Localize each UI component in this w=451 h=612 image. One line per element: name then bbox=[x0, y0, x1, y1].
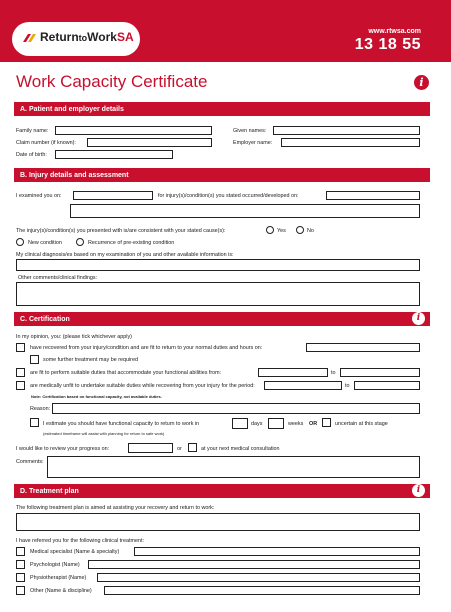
yes-label: Yes bbox=[277, 228, 286, 234]
family-name-field[interactable] bbox=[55, 126, 212, 135]
to-label-1: to bbox=[331, 370, 336, 376]
section-b-title: B. Injury details and assessment bbox=[20, 172, 129, 179]
no-label: No bbox=[307, 228, 314, 234]
certification-note: Note: Certification based on functional capacity, not available duties. bbox=[31, 394, 162, 399]
other-label: Other (Name & discipline) bbox=[30, 588, 92, 594]
injury-date-field[interactable] bbox=[326, 191, 420, 200]
logo-text: ReturntoWorkSA bbox=[40, 30, 134, 44]
new-condition-label: New condition bbox=[28, 240, 62, 246]
fit-from-field[interactable] bbox=[258, 368, 328, 377]
examined-on-label: I examined you on: bbox=[16, 193, 62, 199]
estimate-days-field[interactable] bbox=[232, 418, 248, 429]
stated-cause-field[interactable] bbox=[70, 204, 420, 218]
uncertain-label: uncertain at this stage bbox=[335, 421, 388, 427]
logo-mark-icon bbox=[22, 33, 38, 43]
physiotherapist-field[interactable] bbox=[97, 573, 420, 582]
psychologist-label: Psychologist (Name) bbox=[30, 562, 80, 568]
other-checkbox[interactable] bbox=[16, 586, 25, 595]
to-label-2: to bbox=[345, 383, 350, 389]
diagnosis-field[interactable] bbox=[16, 259, 420, 271]
reason-label: Reason: bbox=[30, 406, 51, 412]
next-consult-label: at your next medical consultation bbox=[201, 446, 280, 452]
injury-date-label: for injury(s)/condition(s) you stated occurred/developed on: bbox=[158, 193, 299, 199]
family-name-label: Family name: bbox=[16, 128, 49, 134]
medical-specialist-label: Medical specialist (Name & specialty) bbox=[30, 549, 120, 555]
weeks-label: weeks bbox=[288, 421, 304, 427]
date-of-birth-field[interactable] bbox=[55, 150, 173, 159]
section-a-title: A. Patient and employer details bbox=[20, 106, 124, 113]
recurrence-label: Recurrence of pre-existing condition bbox=[88, 240, 175, 246]
recovered-date-field[interactable] bbox=[306, 343, 420, 352]
section-c-header bbox=[14, 312, 430, 326]
page-title: Work Capacity Certificate bbox=[16, 72, 208, 91]
estimate-weeks-field[interactable] bbox=[268, 418, 284, 429]
review-label: I would like to review your progress on: bbox=[16, 446, 110, 452]
estimate-label: I estimate you should have functional capacity to return to work in bbox=[43, 421, 200, 427]
phone-number: 13 18 55 bbox=[354, 36, 421, 53]
physiotherapist-checkbox[interactable] bbox=[16, 573, 25, 582]
clinical-findings-field[interactable] bbox=[16, 282, 420, 306]
fit-to-field[interactable] bbox=[340, 368, 420, 377]
unfit-to-field[interactable] bbox=[354, 381, 420, 390]
referred-label: I have referred you for the following clinical treatment: bbox=[16, 538, 144, 544]
or-review-label: or bbox=[177, 446, 182, 452]
website-text: www.rtwsa.com bbox=[368, 28, 421, 35]
recurrence-radio[interactable] bbox=[76, 238, 84, 246]
info-icon[interactable]: i bbox=[414, 75, 429, 90]
given-names-field[interactable] bbox=[273, 126, 420, 135]
or-label: OR bbox=[309, 421, 318, 427]
opinion-label: In my opinion, you: (please tick whichever apply) bbox=[16, 334, 132, 340]
employer-name-label: Employer name: bbox=[233, 140, 273, 146]
recovered-checkbox[interactable] bbox=[16, 343, 25, 352]
section-d-title: D. Treatment plan bbox=[20, 488, 79, 495]
uncertain-checkbox[interactable] bbox=[322, 418, 331, 427]
psychologist-checkbox[interactable] bbox=[16, 560, 25, 569]
examined-on-field[interactable] bbox=[73, 191, 153, 200]
review-date-field[interactable] bbox=[128, 443, 173, 453]
comments-c-label: Comments: bbox=[16, 459, 44, 465]
given-names-label: Given names: bbox=[233, 128, 267, 134]
next-consult-checkbox[interactable] bbox=[188, 443, 197, 452]
unfit-label: are medically unfit to undertake suitable duties while recovering from your injury for the period: bbox=[30, 383, 255, 389]
unfit-from-field[interactable] bbox=[264, 381, 342, 390]
claim-number-label: Claim number (if known): bbox=[16, 140, 76, 146]
physiotherapist-label: Physiotherapist (Name) bbox=[30, 575, 87, 581]
claim-number-field[interactable] bbox=[87, 138, 212, 147]
medical-specialist-checkbox[interactable] bbox=[16, 547, 25, 556]
date-of-birth-label: Date of birth: bbox=[16, 152, 47, 158]
psychologist-field[interactable] bbox=[88, 560, 420, 569]
certification-comments-field[interactable] bbox=[47, 456, 420, 478]
consistent-label: The injury(s)/condition(s) you presented with is/are consistent with your stated cause(s): bbox=[16, 228, 226, 234]
days-label: days bbox=[251, 421, 263, 427]
yes-radio[interactable] bbox=[266, 226, 274, 234]
section-c-title: C. Certification bbox=[20, 316, 70, 323]
further-treatment-label: some further treatment may be required bbox=[43, 357, 138, 363]
info-icon[interactable]: i bbox=[412, 484, 425, 497]
unfit-checkbox[interactable] bbox=[16, 381, 25, 390]
new-condition-radio[interactable] bbox=[16, 238, 24, 246]
info-icon[interactable]: i bbox=[412, 312, 425, 325]
diagnosis-label: My clinical diagnosis/es based on my examination of you and other available information is: bbox=[16, 252, 234, 258]
treatment-plan-field[interactable] bbox=[16, 513, 420, 531]
reason-field[interactable] bbox=[52, 403, 420, 414]
comments-label: Other comments/clinical findings: bbox=[18, 275, 98, 281]
employer-name-field[interactable] bbox=[281, 138, 420, 147]
plan-intro-label: The following treatment plan is aimed at assisting your recovery and return to work: bbox=[16, 505, 215, 511]
estimate-checkbox[interactable] bbox=[30, 418, 39, 427]
fit-suitable-checkbox[interactable] bbox=[16, 368, 25, 377]
further-treatment-checkbox[interactable] bbox=[30, 355, 39, 364]
medical-specialist-field[interactable] bbox=[134, 547, 420, 556]
recovered-label: have recovered from your injury/condition and are fit to return to your normal duties and hours on: bbox=[30, 345, 263, 351]
no-radio[interactable] bbox=[296, 226, 304, 234]
other-field[interactable] bbox=[104, 586, 420, 595]
estimate-note: (estimated timeframe will assist with planning for return to safe work) bbox=[43, 431, 165, 436]
fit-suitable-label: are fit to perform suitable duties that accommodate your functional abilities from: bbox=[30, 370, 222, 376]
